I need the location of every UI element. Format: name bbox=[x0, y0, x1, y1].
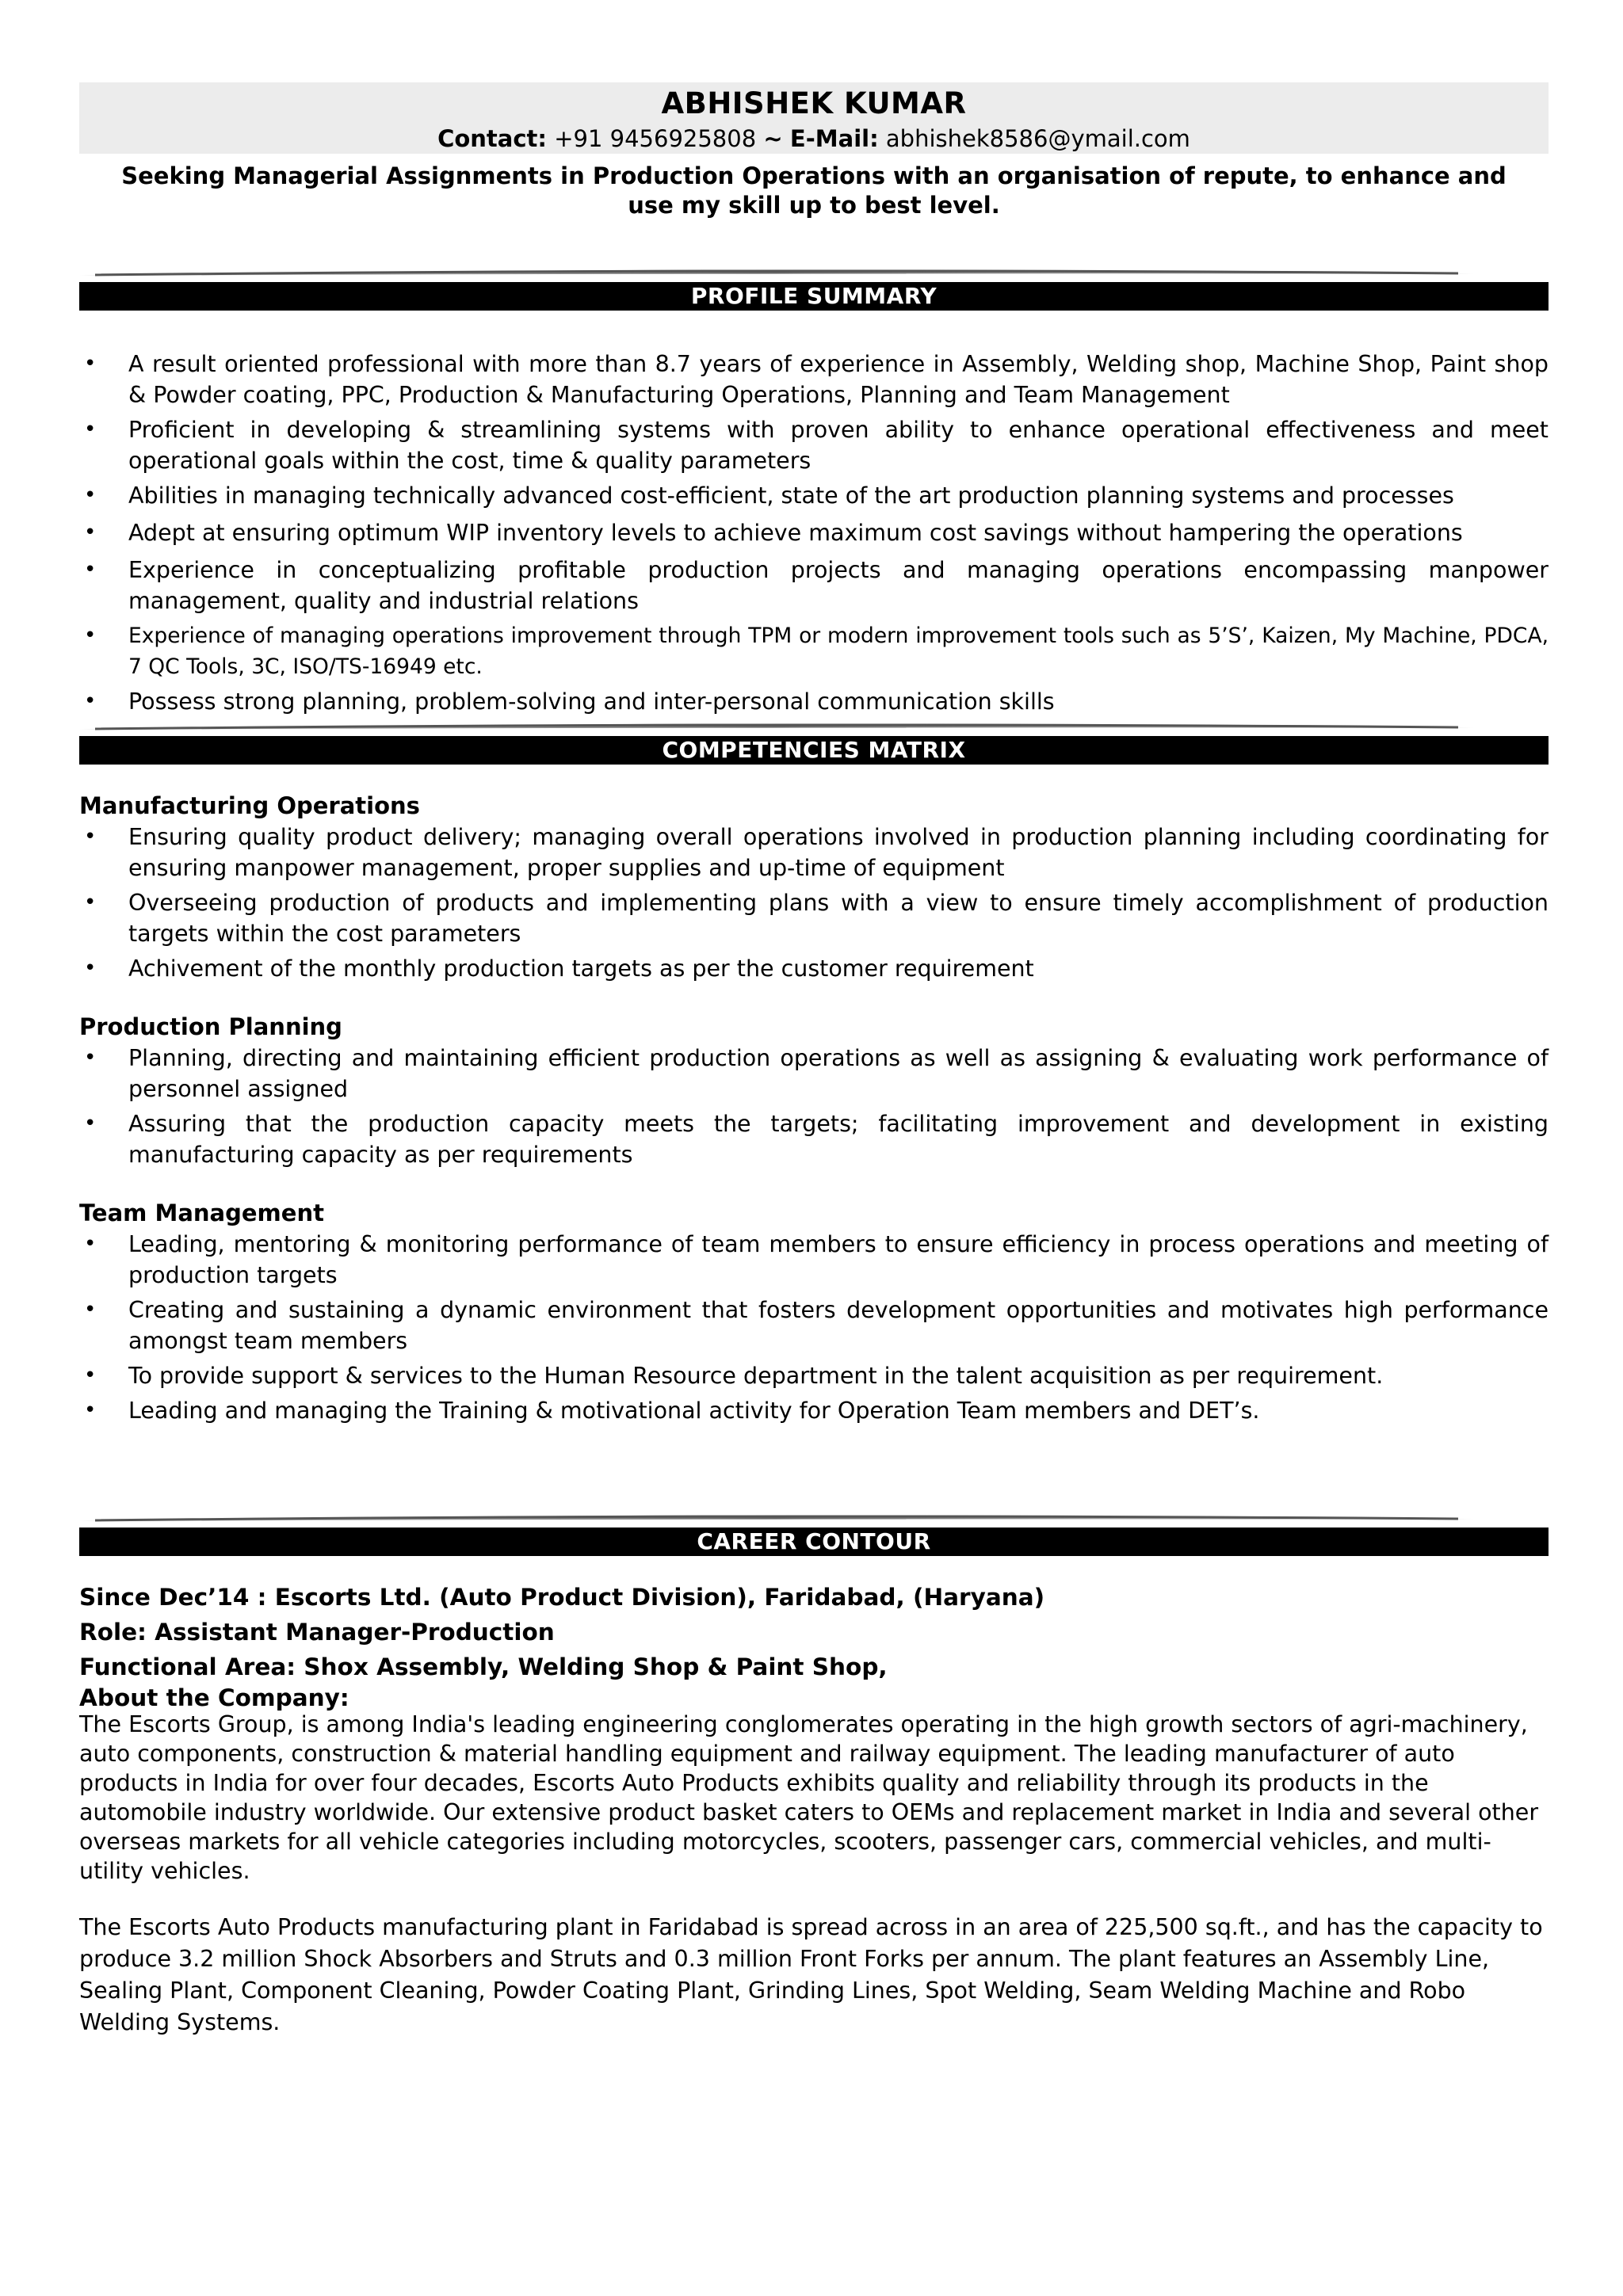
competency-list bbox=[79, 1043, 1549, 1170]
list-item: • Planning, directing and maintaining efficient production operations as well as assigning & evaluating work performance of personnel assigned bbox=[84, 1045, 1549, 1102]
competency-heading: Production Planning bbox=[79, 1013, 342, 1040]
competency-heading: Team Management bbox=[79, 1199, 324, 1226]
email-label: E-Mail: bbox=[789, 125, 879, 152]
list-item: • Adept at ensuring optimum WIP inventory levels to achieve maximum cost savings without hampering the operations bbox=[84, 520, 1463, 546]
list-item: • Leading, mentoring & monitoring performance of team members to ensure efficiency in process operations and meeting of production targets bbox=[84, 1231, 1549, 1288]
list-item: • Experience of managing operations improvement through TPM or modern improvement tools such as 5’S’, Kaizen, My Machine, PDCA, 7 QC Tools, 3C, ISO/TS-16949 etc. bbox=[84, 624, 1549, 679]
section-competencies-matrix: COMPETENCIES MATRIX bbox=[79, 736, 1549, 765]
career-block bbox=[79, 1581, 1549, 2039]
about-company-heading: About the Company: bbox=[79, 1684, 349, 1711]
competency-list bbox=[79, 822, 1549, 984]
resume-page bbox=[79, 82, 1549, 2039]
contact-line bbox=[79, 125, 1549, 152]
list-item: • To provide support & services to the Human Resource department in the talent acquisition as per requirement. bbox=[84, 1363, 1384, 1389]
email-address[interactable]: abhishek8586@ymail.com bbox=[885, 125, 1190, 152]
section-profile-summary: PROFILE SUMMARY bbox=[79, 282, 1549, 311]
profile-summary-list bbox=[79, 349, 1549, 717]
about-company-paragraph: The Escorts Group, is among India's leading engineering conglomerates operating in the high growth sectors of agri-machinery, auto components, construction & material handling equipment and railway equipment. The leading manufacturer of auto products in India for over four decades, Escorts Auto Products exhibits quality and reliability through its products in the automobile industry worldwide. Our extensive product basket caters to OEMs and replacement market in India and several other overseas markets for all vehicle categories including motorcycles, scooters, passenger cars, commercial vehicles, and multi-utility vehicles. bbox=[79, 1711, 1539, 1884]
competency-heading: Manufacturing Operations bbox=[79, 792, 420, 819]
list-item: • A result oriented professional with more than 8.7 years of experience in Assembly, Welding shop, Machine Shop, Paint shop & Powder coating, PPC, Production & Manufacturing Operations, Planning and Team Management bbox=[84, 351, 1549, 408]
candidate-name: ABHISHEK KUMAR bbox=[661, 86, 967, 120]
plant-description-paragraph: The Escorts Auto Products manufacturing plant in Faridabad is spread across in an area of 225,500 sq.ft., and has the capacity to produce 3.2 million Shock Absorbers and Struts and 0.3 million Front Forks per annum. The plant features an Assembly Line, Sealing Plant, Component Cleaning, Powder Coating Plant, Grinding Lines, Spot Welding, Seam Welding Machine and Robo Welding Systems. bbox=[79, 1914, 1543, 2035]
list-item: • Assuring that the production capacity meets the targets; facilitating improvement and development in existing manufacturing capacity as per requirements bbox=[84, 1111, 1549, 1168]
list-item: • Achivement of the monthly production targets as per the customer requirement bbox=[84, 955, 1034, 982]
divider-swoosh bbox=[79, 720, 1549, 736]
list-item: • Ensuring quality product delivery; managing overall operations involved in production planning including coordinating for ensuring manpower management, proper supplies and up-time of equipment bbox=[84, 824, 1549, 881]
functional-area: Functional Area: Shox Assembly, Welding Shop & Paint Shop, bbox=[79, 1653, 888, 1680]
employment-period: Since Dec’14 : Escorts Ltd. (Auto Product Division), Faridabad, (Haryana) bbox=[79, 1584, 1045, 1611]
header-band bbox=[79, 82, 1549, 154]
list-item: • Overseeing production of products and implementing plans with a view to ensure timely accomplishment of production targets within the cost parameters bbox=[84, 890, 1549, 947]
contact-separator: ~ bbox=[763, 125, 783, 152]
phone-number: +91 9456925808 bbox=[554, 125, 757, 152]
job-role: Role: Assistant Manager-Production bbox=[79, 1619, 555, 1646]
list-item: • Proficient in developing & streamlining systems with proven ability to enhance operational effectiveness and meet operational goals within the cost, time & quality parameters bbox=[84, 417, 1549, 474]
divider-swoosh bbox=[79, 1512, 1549, 1527]
competency-list bbox=[79, 1229, 1549, 1426]
section-career-contour: CAREER CONTOUR bbox=[79, 1527, 1549, 1556]
list-item: • Creating and sustaining a dynamic environment that fosters development opportunities and motivates high performance amongst team members bbox=[84, 1297, 1549, 1354]
contact-label: Contact: bbox=[437, 125, 548, 152]
list-item: • Experience in conceptualizing profitable production projects and managing operations encompassing manpower management, quality and industrial relations bbox=[84, 557, 1549, 614]
divider-swoosh bbox=[79, 266, 1549, 282]
list-item: • Leading and managing the Training & motivational activity for Operation Team members and DET’s. bbox=[84, 1398, 1260, 1424]
list-item: • Possess strong planning, problem-solving and inter-personal communication skills bbox=[84, 688, 1055, 715]
career-objective: Seeking Managerial Assignments in Production Operations with an organisation of repute, to enhance and use my skill up to best level. bbox=[121, 162, 1507, 219]
list-item: • Abilities in managing technically advanced cost-efficient, state of the art production planning systems and processes bbox=[84, 482, 1454, 509]
